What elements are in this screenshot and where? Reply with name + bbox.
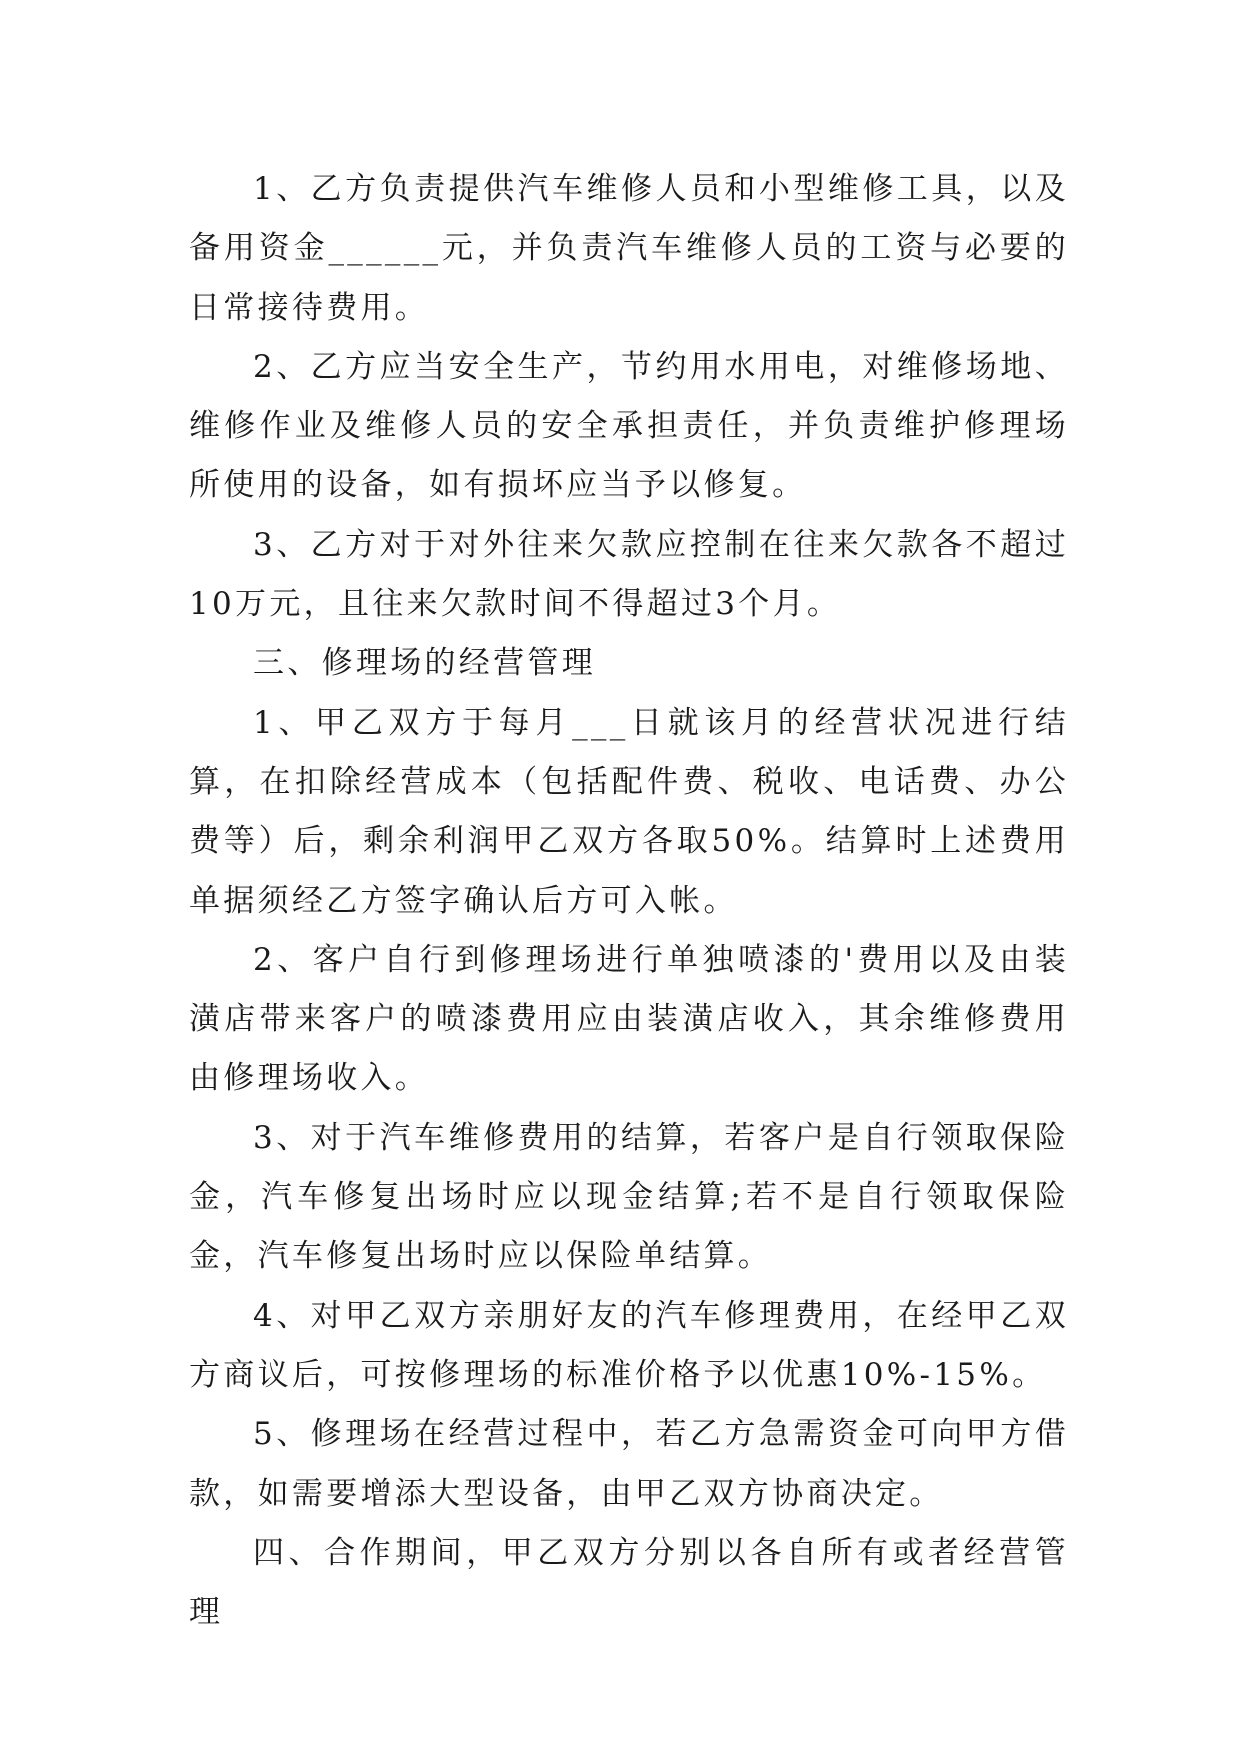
section-heading-4: 四、合作期间，甲乙双方分别以各自所有或者经营管理 bbox=[189, 1534, 1069, 1631]
clause-3-1: 1、甲乙双方于每月___日就该月的经营状况进行结算，在扣除经营成本（包括配件费、税收、电话费、办公费等）后，剩余利润甲乙双方各取50%。结算时上述费用单据须经乙方签字确认后方可入帐。 bbox=[189, 704, 1069, 919]
clause-3-2: 2、客户自行到修理场进行单独喷漆的'费用以及由装潢店带来客户的喷漆费用应由装潢店收入，其余维修费用由修理场收入。 bbox=[189, 941, 1069, 1097]
clause-2-2: 2、乙方应当安全生产，节约用水用电，对维修场地、维修作业及维修人员的安全承担责任，并负责维护修理场所使用的设备，如有损坏应当予以修复。 bbox=[189, 348, 1069, 504]
document-body bbox=[189, 160, 1069, 1642]
section-heading-3: 三、修理场的经营管理 bbox=[253, 645, 596, 682]
clause-3-4: 4、对甲乙双方亲朋好友的汽车修理费用，在经甲乙双方商议后，可按修理场的标准价格予以优惠10%-15%。 bbox=[189, 1297, 1069, 1393]
clause-3-3: 3、对于汽车维修费用的结算，若客户是自行领取保险金，汽车修复出场时应以现金结算;若不是自行领取保险金，汽车修复出场时应以保险单结算。 bbox=[189, 1119, 1069, 1275]
clause-3-5: 5、修理场在经营过程中，若乙方急需资金可向甲方借款，如需要增添大型设备，由甲乙双方协商决定。 bbox=[189, 1416, 1069, 1512]
clause-2-1: 1、乙方负责提供汽车维修人员和小型维修工具，以及备用资金______元，并负责汽车维修人员的工资与必要的日常接待费用。 bbox=[189, 171, 1069, 326]
clause-2-3: 3、乙方对于对外往来欠款应控制在往来欠款各不超过10万元，且往来欠款时间不得超过3个月。 bbox=[189, 526, 1069, 623]
